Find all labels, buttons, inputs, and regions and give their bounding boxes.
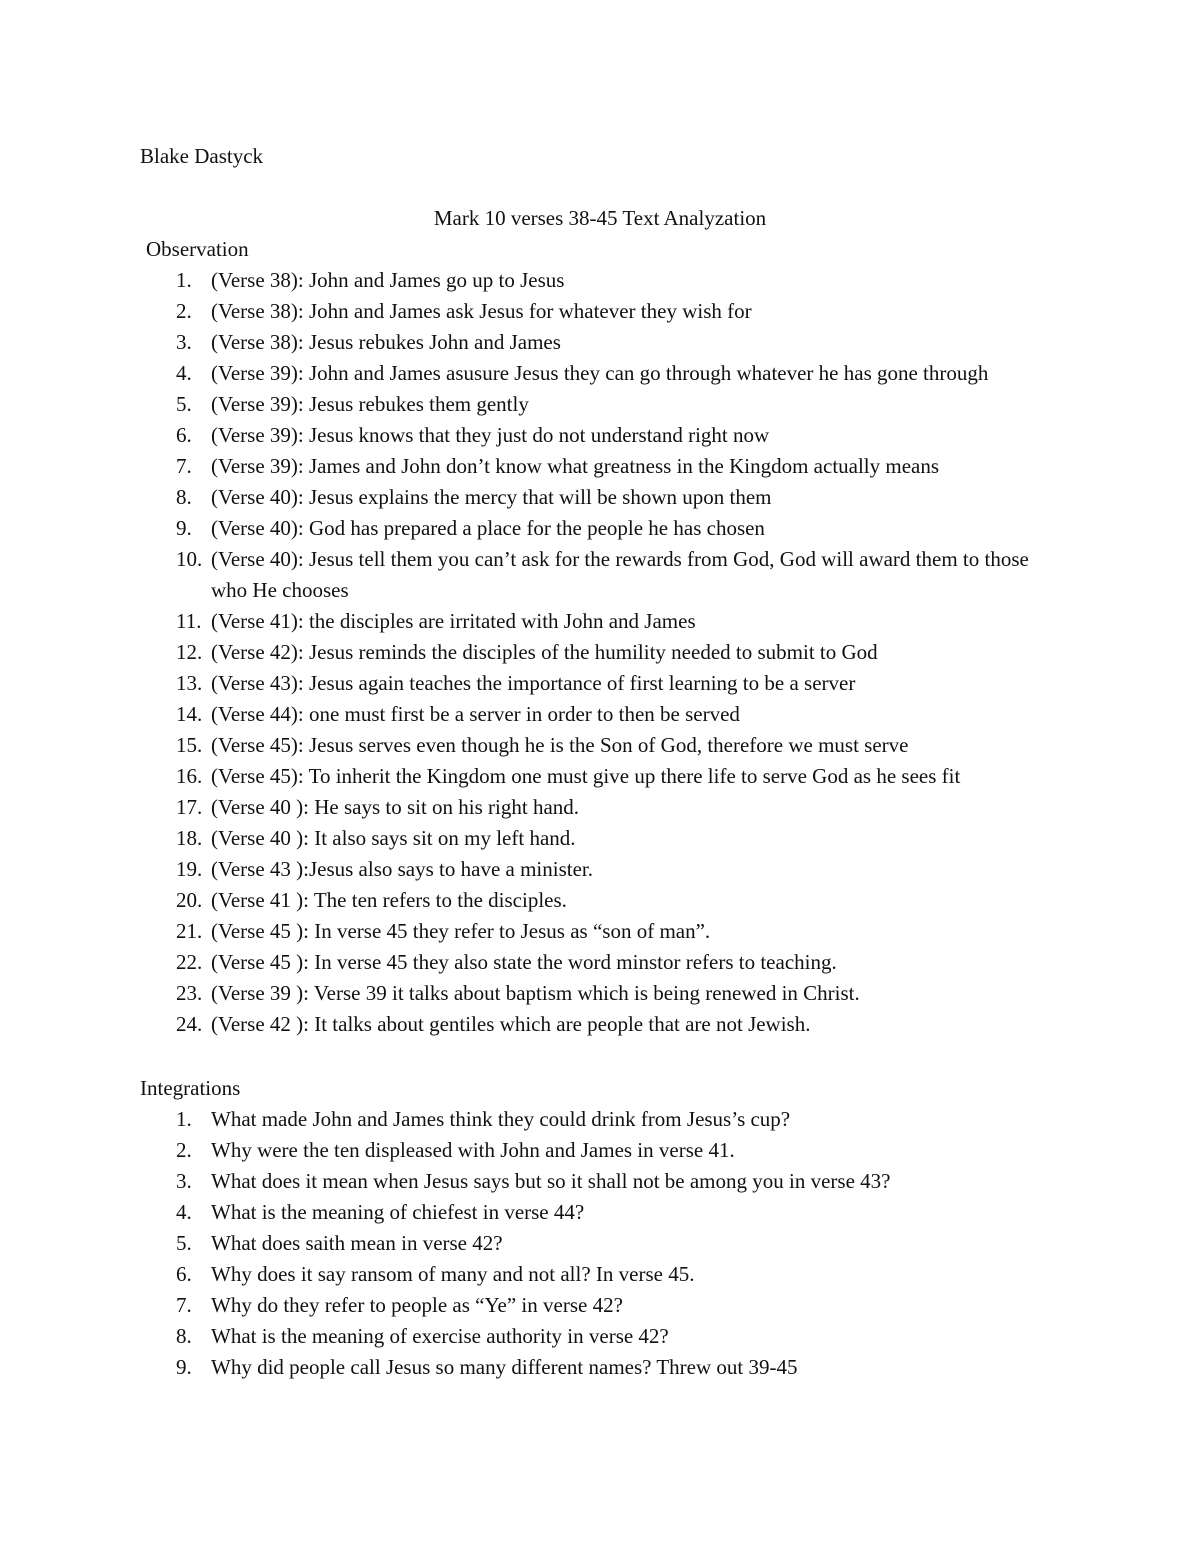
list-item-number: 20. [176,888,203,912]
list-item-text: What is the meaning of exercise authority in verse 42? [211,1324,669,1348]
list-item-text: (Verse 40 ): It also says sit on my left hand. [211,826,576,850]
list-item [0,1290,1200,1321]
list-item [0,1228,1200,1259]
list-item [0,1135,1200,1166]
list-item-number: 18. [176,826,203,850]
list-item-number: 8. [176,485,192,509]
list-item-text: (Verse 44): one must first be a server in order to then be served [211,702,740,726]
list-item [0,327,1200,358]
list-item-text: (Verse 43 ):Jesus also says to have a minister. [211,857,594,881]
list-item [0,482,1200,513]
list-item-number: 19. [176,857,203,881]
list-item-number: 10. [176,547,203,571]
list-item-number: 17. [176,795,203,819]
list-item-number: 2. [176,299,192,323]
list-item-number: 15. [176,733,203,757]
list-item-text: What does it mean when Jesus says but so it shall not be among you in verse 43? [211,1169,891,1193]
integrations-heading: Integrations [140,1076,241,1100]
list-item [0,668,1200,699]
list-item-number: 21. [176,919,203,943]
list-item-text: Why does it say ransom of many and not all? In verse 45. [211,1262,695,1286]
list-item [0,699,1200,730]
list-item-number: 14. [176,702,203,726]
list-item-text: (Verse 39): John and James asusure Jesus they can go through whatever he has gone through [211,361,989,385]
list-item [0,854,1200,885]
list-item-text: (Verse 45 ): In verse 45 they also state the word minstor refers to teaching. [211,950,837,974]
list-item-text: Why do they refer to people as “Ye” in verse 42? [211,1293,623,1317]
list-item-text: Why did people call Jesus so many different names? Threw out 39-45 [211,1355,798,1379]
list-item-number: 1. [176,268,192,292]
observation-list [0,265,1200,1040]
list-item-number: 11. [176,609,202,633]
list-item-number: 7. [176,454,192,478]
list-item-number: 12. [176,640,203,664]
list-item-text: (Verse 40): God has prepared a place for the people he has chosen [211,516,765,540]
list-item-text: What made John and James think they could drink from Jesus’s cup? [211,1107,791,1131]
list-item [0,358,1200,389]
list-item [0,265,1200,296]
list-item-number: 9. [176,1355,192,1379]
list-item-text: (Verse 40 ): He says to sit on his right hand. [211,795,580,819]
list-item-number: 24. [176,1012,203,1036]
list-item-number: 5. [176,1231,192,1255]
integrations-list [0,1104,1200,1383]
list-item-number: 7. [176,1293,192,1317]
list-item-text: What is the meaning of chiefest in verse 44? [211,1200,585,1224]
list-item-text: (Verse 39): Jesus rebukes them gently [211,392,529,416]
list-item [0,420,1200,451]
list-item-number: 16. [176,764,203,788]
list-item-text: (Verse 45): Jesus serves even though he is the Son of God, therefore we must serve [211,733,909,757]
list-item [0,792,1200,823]
author-name: Blake Dastyck [140,144,264,168]
list-item-number: 8. [176,1324,192,1348]
list-item-text: (Verse 41): the disciples are irritated with John and James [211,609,696,633]
list-item-text: (Verse 38): Jesus rebukes John and James [211,330,561,354]
list-item-number: 22. [176,950,203,974]
list-item [0,1321,1200,1352]
list-item-number: 3. [176,1169,192,1193]
list-item [0,823,1200,854]
list-item [0,761,1200,792]
list-item-number: 13. [176,671,203,695]
list-item-number: 2. [176,1138,192,1162]
list-item-number: 23. [176,981,203,1005]
list-item [0,1104,1200,1135]
list-item [0,885,1200,916]
list-item-number: 1. [176,1107,192,1131]
list-item [0,947,1200,978]
list-item-text: Why were the ten displeased with John and James in verse 41. [211,1138,735,1162]
list-item-number: 5. [176,392,192,416]
list-item [0,730,1200,761]
list-item-text: (Verse 40): Jesus explains the mercy that will be shown upon them [211,485,772,509]
list-item-text: (Verse 39): Jesus knows that they just do not understand right now [211,423,770,447]
list-item [0,389,1200,420]
list-item-text: (Verse 45): To inherit the Kingdom one must give up there life to serve God as he sees fit [211,764,961,788]
list-item [0,637,1200,668]
list-item [0,1352,1200,1383]
list-item [0,513,1200,544]
list-item-text: (Verse 41 ): The ten refers to the disciples. [211,888,567,912]
list-item-number: 3. [176,330,192,354]
list-item [0,296,1200,327]
list-item-number: 9. [176,516,192,540]
list-item [0,451,1200,482]
list-item [0,1197,1200,1228]
list-item [0,1009,1200,1040]
list-item-number: 4. [176,361,192,385]
observation-heading: Observation [146,237,249,261]
list-item-text: (Verse 38): John and James go up to Jesus [211,268,565,292]
list-item-text: (Verse 45 ): In verse 45 they refer to Jesus as “son of man”. [211,919,711,943]
list-item-text: (Verse 42): Jesus reminds the disciples of the humility needed to submit to God [211,640,878,664]
list-item-text: What does saith mean in verse 42? [211,1231,503,1255]
list-item-number: 4. [176,1200,192,1224]
list-item [0,544,1200,606]
list-item [0,916,1200,947]
list-item-text: (Verse 40): Jesus tell them you can’t ask for the rewards from God, God will award them to those who He chooses [211,547,1029,602]
list-item-text: (Verse 43): Jesus again teaches the importance of first learning to be a server [211,671,856,695]
list-item-number: 6. [176,1262,192,1286]
list-item-text: (Verse 38): John and James ask Jesus for whatever they wish for [211,299,752,323]
list-item [0,1259,1200,1290]
list-item-text: (Verse 39 ): Verse 39 it talks about baptism which is being renewed in Christ. [211,981,860,1005]
list-item-number: 6. [176,423,192,447]
list-item-text: (Verse 39): James and John don’t know what greatness in the Kingdom actually means [211,454,940,478]
list-item [0,606,1200,637]
document-title: Mark 10 verses 38-45 Text Analyzation [433,206,767,230]
list-item-text: (Verse 42 ): It talks about gentiles which are people that are not Jewish. [211,1012,811,1036]
list-item [0,978,1200,1009]
list-item [0,1166,1200,1197]
